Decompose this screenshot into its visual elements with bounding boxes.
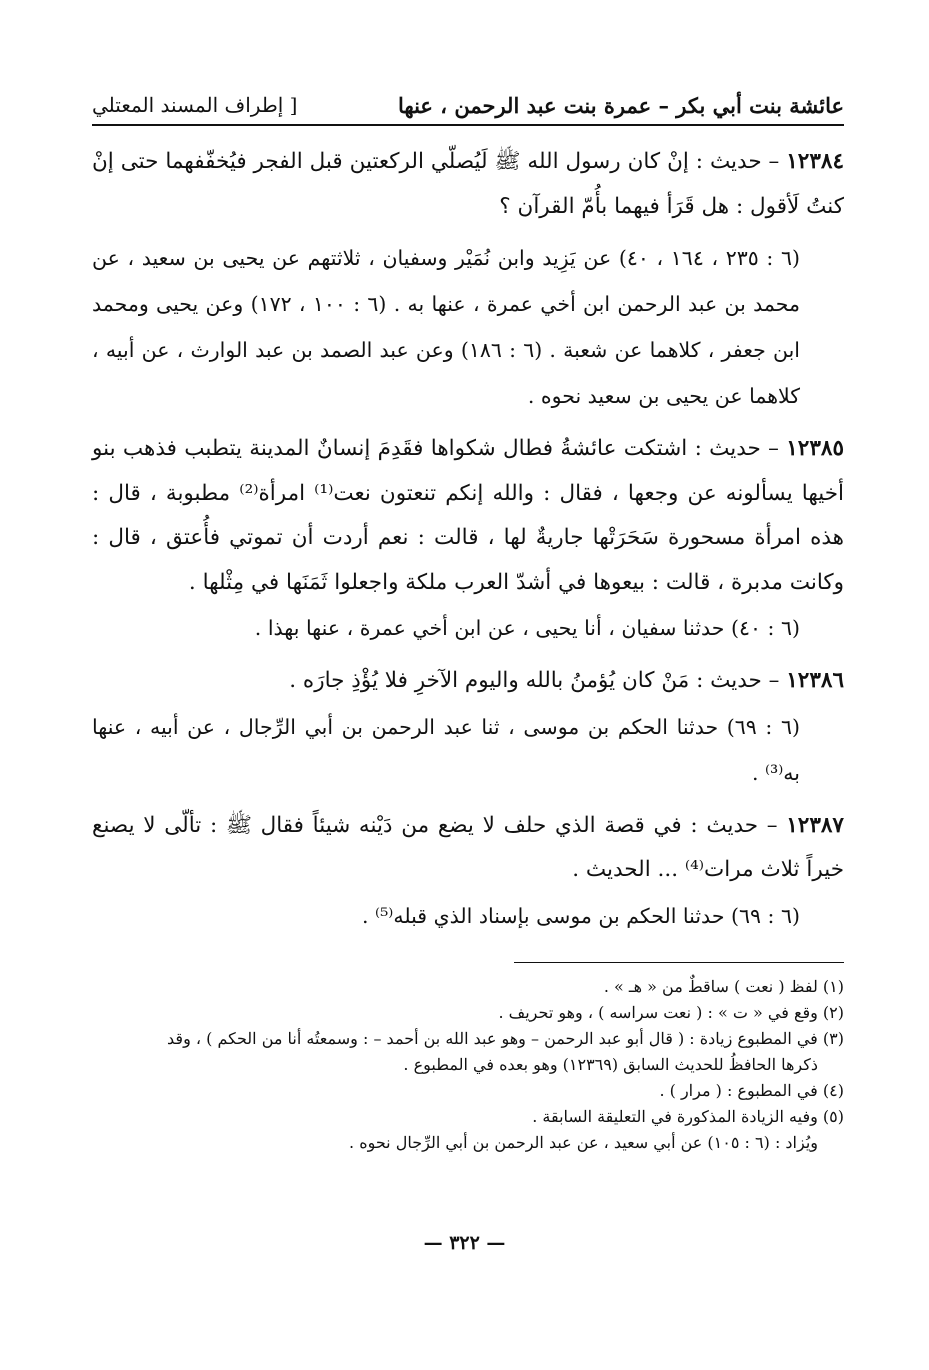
hadith-text <box>92 427 844 605</box>
header-title: عائشة بنت أبي بكر – عمرة بنت عبد الرحمن ، عنها <box>398 92 844 118</box>
hadith-body: – حديث : إنْ كان رسول الله ﷺ لَيُصلّي الركعتين قبل الفجر فيُخفّفهما حتى إنْ كنتُ لَأقول : هل قَرَأ فيهما بأُمّ القرآن ؟ <box>92 149 844 219</box>
page-number: — ٣٢٢ — <box>423 1232 506 1254</box>
hadith-source: (٦ : ٢٣٥ ، ١٦٤ ، ٤٠) عن يَزِيد وابن نُمَيْر وسفيان ، ثلاثتهم عن يحيى بن سعيد ، عن محمد بن عبد الرحمن ابن أخي عمرة ، عنها به . (٦ : ١٠٠ ، ١٧٢) وعن يحيى ومحمد ابن جعفر ، كلاهما عن شعبة . (٦ : ١٨٦) وعن عبد الصمد بن عبد الوارث ، عن أبيه ، كلاهما عن يحيى بن سعيد نحوه . <box>92 246 800 408</box>
footnote-continuation: ويُزاد : (٦ : ١٠٥) عن أبي سعيد ، عن عبد الرحمن بن أبي الرِّجال نحوه . <box>349 1133 818 1152</box>
hadith-number: ١٢٣٨٦ <box>786 668 844 693</box>
hadith-text <box>92 659 844 704</box>
header-book-title: [ إطراف المسند المعتلي <box>92 93 298 117</box>
footnotes <box>92 974 844 1156</box>
hadith-source: (٦ : ٤٠) حدثنا سفيان ، أنا يحيى ، عن ابن أخي عمرة ، عنها بهذا . <box>254 616 800 640</box>
hadith-source: (٦ : ٦٩) حدثنا الحكم بن موسى ، ثنا عبد الرحمن بن أبي الرِّجال ، عن أبيه ، عنها به⁽³⁾ . <box>92 714 800 785</box>
hadith-text <box>92 804 844 893</box>
main-text <box>92 140 844 947</box>
footnote-divider <box>514 962 844 963</box>
hadith-source: (٦ : ٦٩) حدثنا الحكم بن موسى بإسناد الذي قبله⁽⁵⁾ . <box>362 903 800 928</box>
footnote: (٤) في المطبوع : ( مرار ) . <box>659 1081 844 1100</box>
hadith-number: ١٢٣٨٧ <box>786 812 844 838</box>
hadith-number: ١٢٣٨٥ <box>786 436 844 461</box>
hadith-number: ١٢٣٨٤ <box>786 149 844 174</box>
hadith-entry <box>92 804 844 939</box>
footnote: (١) لفظ ( نعت ) ساقطٌ من « هـ » . <box>603 977 844 996</box>
footnote: (٥) وفيه الزيادة المذكورة في التعليقة السابقة . <box>532 1107 844 1126</box>
hadith-body: – حديث : في قصة الذي حلف لا يضع من دَيْنه شيئاً فقال ﷺ : تألّى لا يصنع خيراً ثلاث مرات⁽⁴⁾ ... الحديث . <box>92 812 844 882</box>
footnote: (٣) في المطبوع زيادة : ( قال أبو عبد الرحمن – وهو عبد الله بن أحمد – : وسمعتُه أنا من الحكم ) ، وقد <box>167 1029 844 1048</box>
hadith-body: – حديث : اشتكت عائشةُ فطال شكواها فقَدِمَ إنسانٌ المدينة يتطبب فذهب بنو أخيها يسألونه عن وجعها ، فقال : والله إنكم تنعتون نعت⁽¹⁾ امرأة⁽²⁾ مطبوبة ، قال : هذه امرأة مسحورة سَحَرَتْها جاريةٌ لها ، قالت : نعم أردت أن تموتي فأُعتق ، قال : وكانت مدبرة ، قالت : بيعوها في أشدّ العرب ملكة واجعلوا ثَمَنَها في مِثْلها . <box>92 436 844 595</box>
hadith-body: – حديث : مَنْ كان يُؤمنُ بالله واليوم الآخرِ فلا يُؤْذِ جارَه . <box>289 668 780 693</box>
hadith-entry <box>92 427 844 651</box>
running-header <box>92 86 844 126</box>
hadith-entry <box>92 140 844 419</box>
hadith-text <box>92 140 844 229</box>
footnote-continuation: ذكرها الحافظُ للحديث السابق (١٢٣٦٩) وهو بعده في المطبوع . <box>403 1055 818 1074</box>
hadith-entry <box>92 659 844 796</box>
footnote: (٢) وقع في « ت » : ( نعت سراسه ) ، وهو تحريف . <box>498 1003 844 1022</box>
